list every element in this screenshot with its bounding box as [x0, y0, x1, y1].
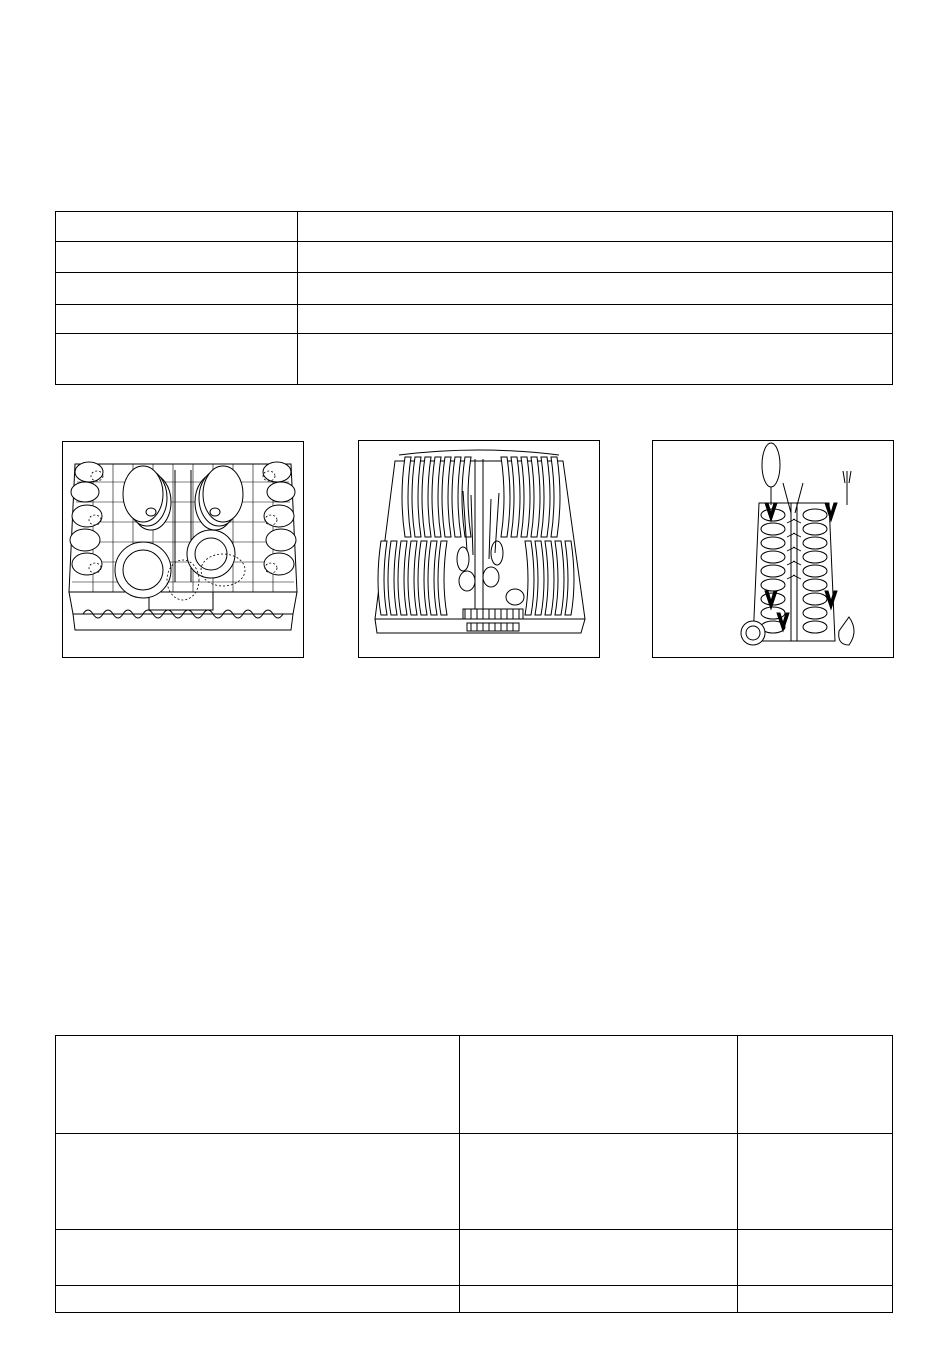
table-row [56, 334, 893, 385]
figure-cutlery-basket [652, 440, 894, 658]
table-cell [298, 212, 893, 242]
table-row [56, 1134, 893, 1230]
table-cell [56, 334, 298, 385]
table-cell [460, 1286, 738, 1313]
table-cell [56, 273, 298, 305]
upper-basket-icon [63, 442, 303, 657]
table-cell [460, 1230, 738, 1286]
cutlery-basket-icon [653, 441, 893, 657]
table-upper [55, 211, 893, 385]
table-cell [460, 1134, 738, 1230]
figure-lower-basket [358, 440, 600, 658]
table-cell [738, 1134, 893, 1230]
table-row [56, 1230, 893, 1286]
table-cell [738, 1230, 893, 1286]
table-cell [56, 1036, 460, 1134]
table-cell [298, 242, 893, 273]
table-cell [56, 1286, 460, 1313]
table-row [56, 242, 893, 273]
table-cell [298, 334, 893, 385]
figure-upper-basket [62, 441, 304, 658]
table-row [56, 1286, 893, 1313]
lower-basket-icon [359, 441, 599, 657]
table-row [56, 1036, 893, 1134]
table-cell [56, 1230, 460, 1286]
table-cell [738, 1286, 893, 1313]
table-cell [56, 305, 298, 334]
table-row [56, 212, 893, 242]
table-cell [56, 1134, 460, 1230]
table-cell [298, 273, 893, 305]
table-cell [56, 212, 298, 242]
table-cell [298, 305, 893, 334]
table-cell [460, 1036, 738, 1134]
table-row [56, 273, 893, 305]
table-cell [738, 1036, 893, 1134]
table-row [56, 305, 893, 334]
table-cell [56, 242, 298, 273]
table-lower [55, 1035, 893, 1313]
